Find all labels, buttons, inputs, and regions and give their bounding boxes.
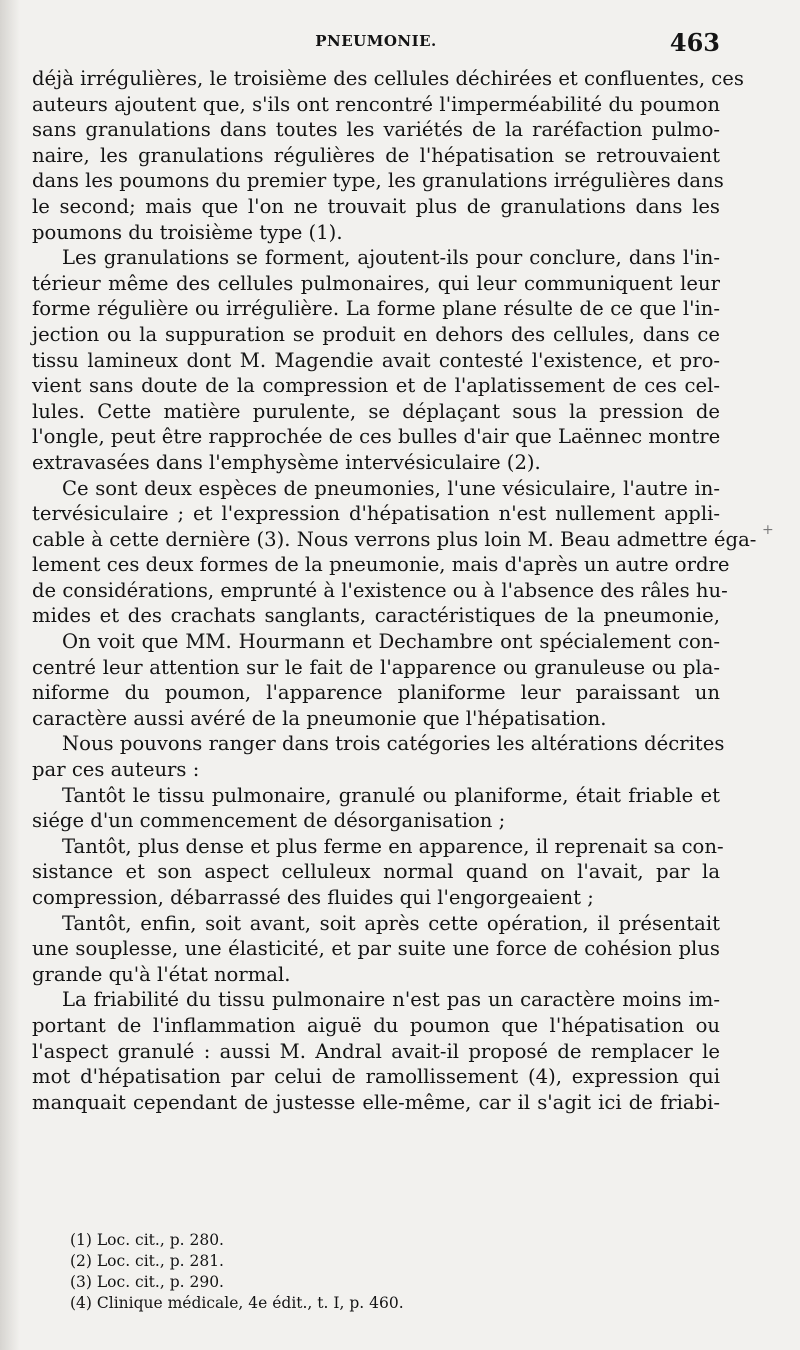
page-number: 463 bbox=[669, 28, 720, 57]
text-line: mides et des crachats sanglants, caractéristiques de la pneumonie, bbox=[32, 604, 720, 628]
text-line: jection ou la suppuration se produit en dehors des cellules, dans ce bbox=[32, 322, 720, 346]
text-line: par ces auteurs : bbox=[32, 758, 200, 782]
footnote: (2) Loc. cit., p. 281. bbox=[70, 1252, 224, 1270]
text-line: sistance et son aspect celluleux normal quand on l'avait, par la bbox=[32, 860, 720, 884]
text-line: l'aspect granulé : aussi M. Andral avait-il proposé de remplacer le bbox=[32, 1039, 720, 1063]
text-line: compression, débarrassé des fluides qui l'engorgeaient ; bbox=[32, 886, 594, 909]
text-line: térieur même des cellules pulmonaires, qui leur communiquent leur bbox=[32, 271, 720, 295]
text-line: siége d'un commencement de désorganisation ; bbox=[32, 809, 506, 833]
text-line: cable à cette dernière (3). Nous verrons plus loin M. Beau admettre éga- bbox=[32, 527, 757, 551]
text-line: Tantôt le tissu pulmonaire, granulé ou planiforme, était friable et bbox=[62, 783, 720, 807]
text-line: La friabilité du tissu pulmonaire n'est pas un caractère moins im- bbox=[62, 988, 720, 1012]
text-line: portant de l'inflammation aiguë du poumon que l'hépatisation ou bbox=[32, 1013, 720, 1037]
text-line: Tantôt, enfin, soit avant, soit après cette opération, il présentait bbox=[62, 911, 720, 935]
text-line: le second; mais que l'on ne trouvait plus de granulations dans les bbox=[32, 194, 720, 218]
text-line: caractère aussi avéré de la pneumonie que l'hépatisation. bbox=[32, 706, 607, 730]
footnote: (4) Clinique médicale, 4e édit., t. I, p. 460. bbox=[70, 1294, 404, 1312]
text-line: manquait cependant de justesse elle-même, car il s'agit ici de friabi- bbox=[32, 1090, 720, 1114]
text-line: l'ongle, peut être rapprochée de ces bulles d'air que Laënnec montre bbox=[32, 425, 721, 449]
text-line: grande qu'à l'état normal. bbox=[32, 962, 291, 986]
running-title: PNEUMONIE. bbox=[315, 32, 437, 50]
text-line: tissu lamineux dont M. Magendie avait contesté l'existence, et pro- bbox=[32, 348, 720, 372]
text-line: mot d'hépatisation par celui de ramollissement (4), expression qui bbox=[32, 1065, 720, 1089]
text-line: dans les poumons du premier type, les granulations irrégulières dans bbox=[32, 169, 724, 193]
text-line: sans granulations dans toutes les variétés de la raréfaction pulmo- bbox=[32, 118, 720, 142]
running-head bbox=[32, 28, 720, 58]
text-line: auteurs ajoutent que, s'ils ont rencontré l'imperméabilité du poumon bbox=[32, 92, 720, 116]
text-line: Nous pouvons ranger dans trois catégories les altérations décrites bbox=[62, 732, 725, 756]
text-line: tervésiculaire ; et l'expression d'hépatisation n'est nullement appli- bbox=[32, 502, 720, 526]
text-line: Tantôt, plus dense et plus ferme en apparence, il reprenait sa con- bbox=[62, 834, 724, 858]
footnote: (3) Loc. cit., p. 290. bbox=[70, 1273, 224, 1291]
text-line: poumons du troisième type (1). bbox=[32, 220, 343, 244]
text-line: extravasées dans l'emphysème intervésiculaire (2). bbox=[32, 450, 541, 474]
text-line: forme régulière ou irrégulière. La forme plane résulte de ce que l'in- bbox=[32, 297, 720, 321]
text-line: vient sans doute de la compression et de l'aplatissement de ces cel- bbox=[32, 374, 720, 398]
text-line: Les granulations se forment, ajoutent-ils pour conclure, dans l'in- bbox=[62, 246, 720, 270]
text-line: lement ces deux formes de la pneumonie, mais d'après un autre ordre bbox=[32, 553, 730, 577]
body-text bbox=[32, 66, 757, 1115]
text-line: naire, les granulations régulières de l'hépatisation se retrouvaient bbox=[32, 143, 720, 167]
text-line: On voit que MM. Hourmann et Dechambre ont spécialement con- bbox=[62, 630, 720, 654]
page-gutter-shadow bbox=[0, 0, 20, 1350]
text-line: Ce sont deux espèces de pneumonies, l'une vésiculaire, l'autre in- bbox=[62, 476, 720, 500]
text-line: déjà irrégulières, le troisième des cellules déchirées et confluentes, ces bbox=[32, 67, 744, 90]
margin-cross-mark: + bbox=[762, 522, 774, 538]
footnote: (1) Loc. cit., p. 280. bbox=[70, 1231, 224, 1249]
text-line: lules. Cette matière purulente, se déplaçant sous la pression de bbox=[32, 399, 720, 423]
text-line: centré leur attention sur le fait de l'apparence ou granuleuse ou pla- bbox=[32, 655, 720, 679]
text-line: une souplesse, une élasticité, et par suite une force de cohésion plus bbox=[32, 937, 720, 961]
footnotes bbox=[70, 1230, 570, 1314]
text-line: de considérations, emprunté à l'existence ou à l'absence des râles hu- bbox=[32, 578, 728, 602]
text-line: niforme du poumon, l'apparence planiforme leur paraissant un bbox=[32, 681, 720, 705]
